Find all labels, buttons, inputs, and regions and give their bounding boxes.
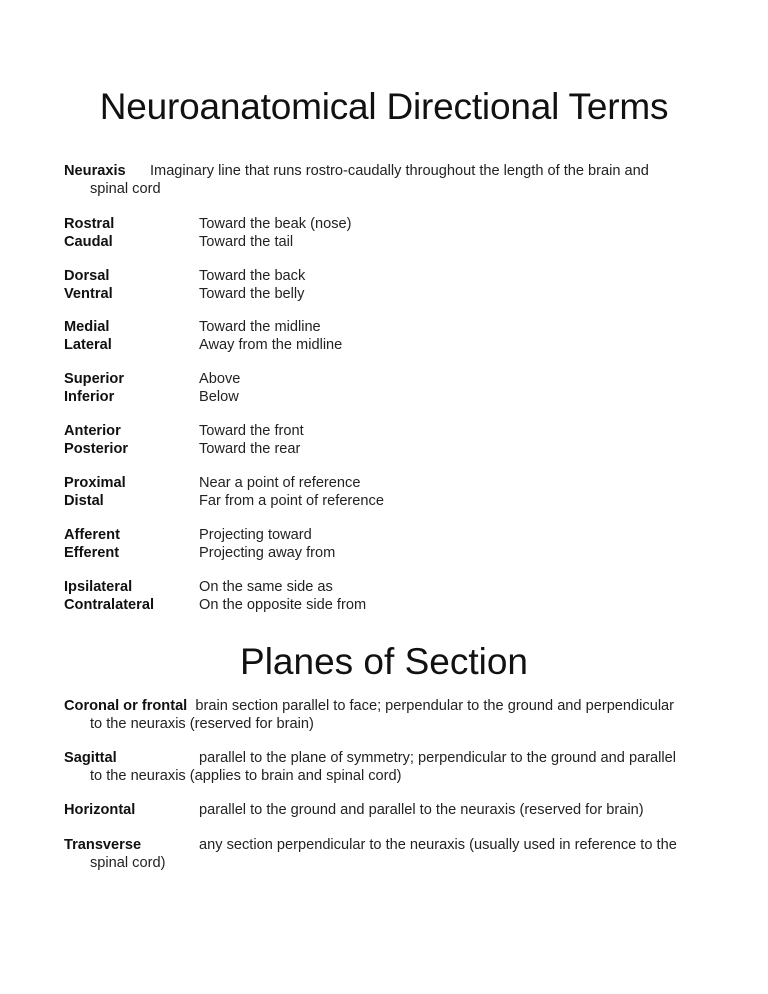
plane-def-line1: any section perpendicular to the neuraxis (usually used in reference to the [199,837,677,853]
plane-def-line2: to the neuraxis (reserved for brain) [90,716,314,732]
term: Superior [64,371,125,387]
term: Anterior [64,423,121,439]
definition: Projecting away from [199,545,336,561]
definition: Away from the midline [199,337,343,353]
term: Caudal [64,234,113,250]
term-pair [64,526,704,562]
term: Ipsilateral [64,579,133,595]
definition: On the same side as [199,579,333,595]
plane-entry [64,801,714,819]
term: Proximal [64,475,126,491]
term: Afferent [64,527,120,543]
term: Efferent [64,545,120,561]
term-pair [64,422,704,458]
definition: Toward the belly [199,286,305,302]
definition: Below [199,389,239,405]
term: Rostral [64,216,115,232]
plane-entry [64,836,714,872]
neuraxis-def-line1: Imaginary line that runs rostro-caudally throughout the length of the brain and [149,163,649,179]
plane-entry [64,697,714,733]
definition: Projecting toward [199,527,312,543]
term: Dorsal [64,268,110,284]
term-pair [64,370,704,406]
neuraxis-def-line2: spinal cord [90,181,161,197]
plane-def-line1: parallel to the plane of symmetry; perpendicular to the ground and parallel [199,750,677,766]
term-pair [64,578,704,614]
definition: Toward the back [199,268,306,284]
term-pair [64,318,704,354]
term: Posterior [64,441,129,457]
term: Medial [64,319,110,335]
definition: Toward the front [199,423,304,439]
definition: Toward the beak (nose) [199,216,352,232]
definition: Near a point of reference [199,475,361,491]
plane-def-line1: brain section parallel to face; perpendular to the ground and perpendicular [195,698,675,714]
plane-term: Transverse [64,837,142,853]
plane-entry [64,749,714,785]
definition: Toward the tail [199,234,294,250]
plane-def-line2: spinal cord) [90,855,166,871]
neuraxis-term: Neuraxis [64,163,126,179]
section-title: Planes of Section [240,641,528,682]
term: Distal [64,493,104,509]
term: Ventral [64,286,113,302]
plane-term: Coronal or frontal [64,698,188,714]
neuraxis-definition [64,162,704,198]
term: Inferior [64,389,115,405]
term-pair [64,215,704,251]
definition: On the opposite side from [199,597,367,613]
plane-def-line2: to the neuraxis (applies to brain and spinal cord) [90,768,402,784]
definition: Far from a point of reference [199,493,384,509]
term-pair [64,474,704,510]
definition: Above [199,371,241,387]
plane-def-line1: parallel to the ground and parallel to the neuraxis (reserved for brain) [199,802,644,818]
term-pair [64,267,704,303]
term: Lateral [64,337,112,353]
plane-term: Horizontal [64,802,136,818]
definition: Toward the midline [199,319,321,335]
plane-term: Sagittal [64,750,117,766]
term: Contralateral [64,597,155,613]
page-title: Neuroanatomical Directional Terms [99,86,669,127]
definition: Toward the rear [199,441,301,457]
